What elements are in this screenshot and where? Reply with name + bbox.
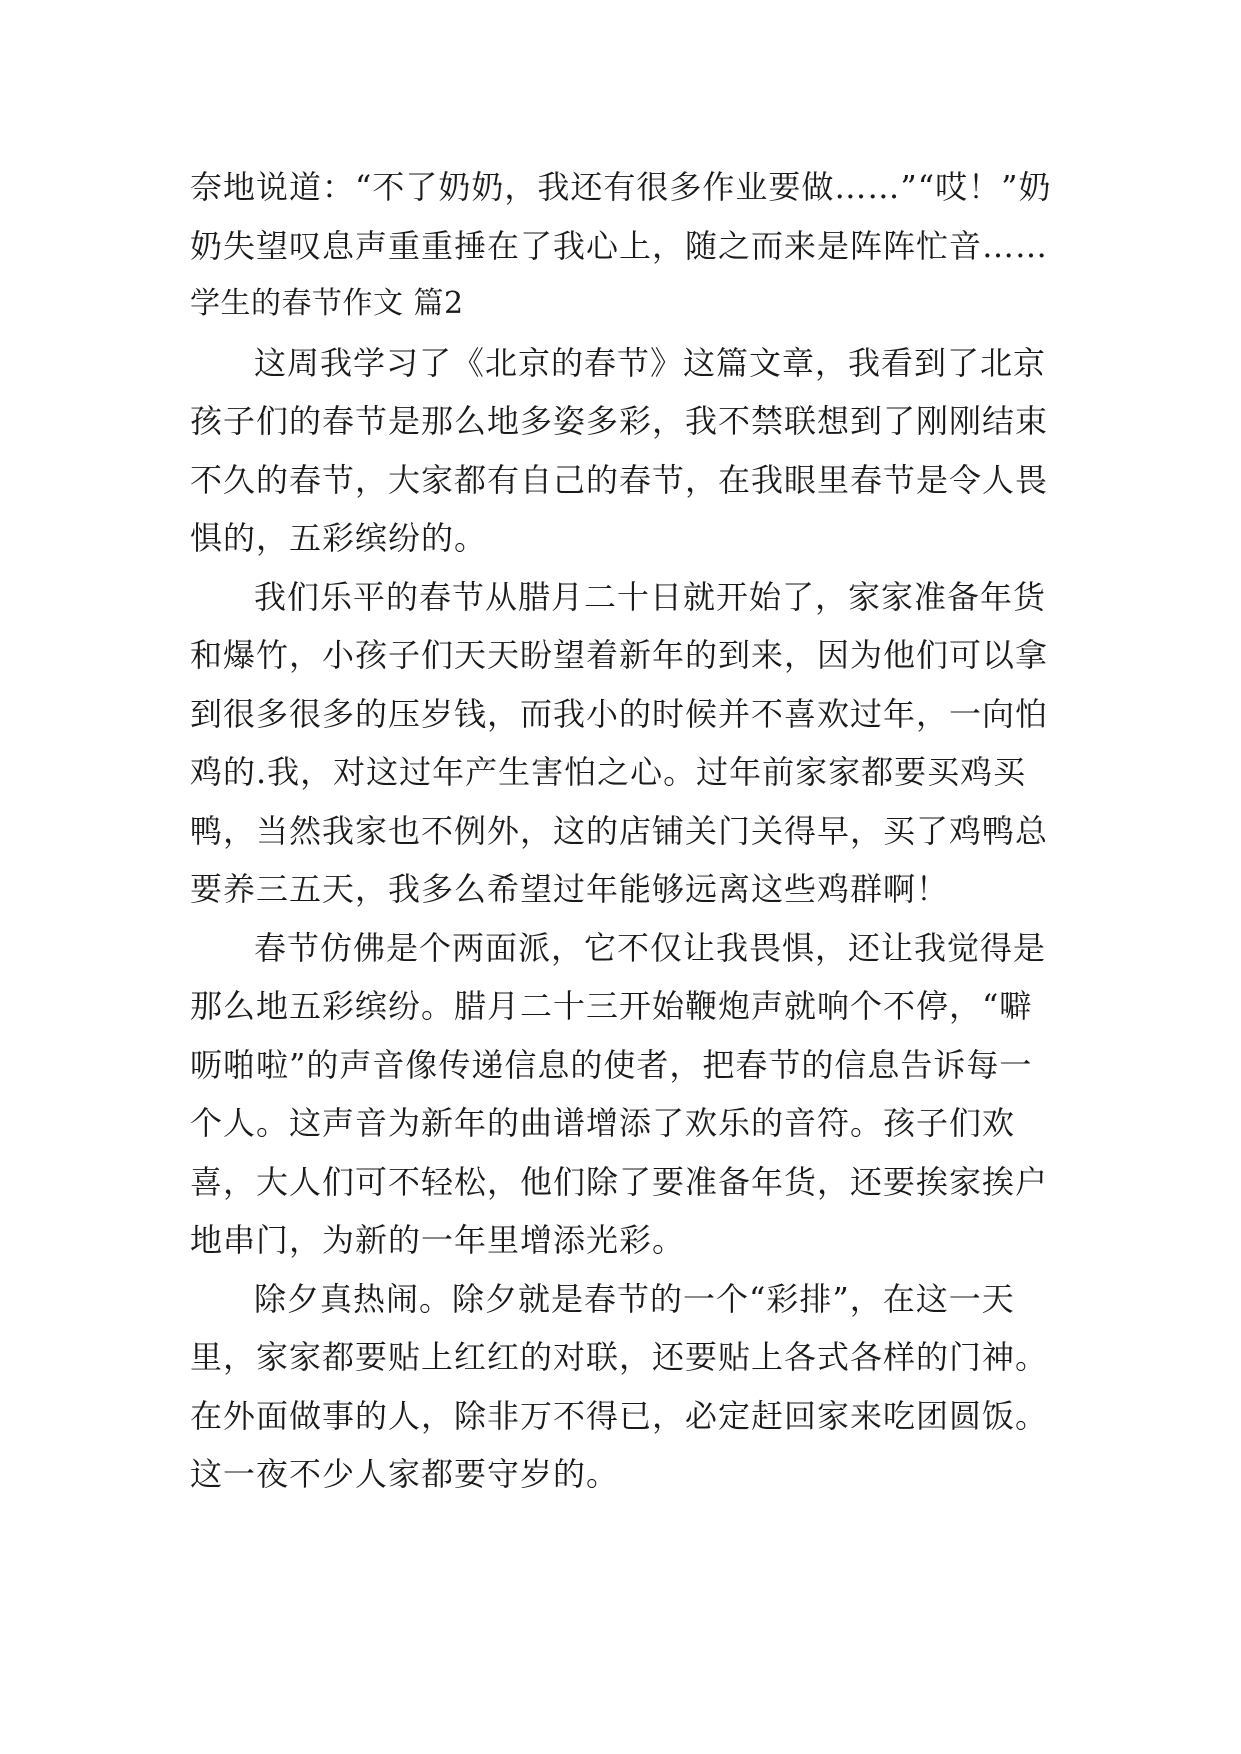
paragraph-1: 这周我学习了《北京的春节》这篇文章，我看到了北京孩子们的春节是那么地多姿多彩，我不禁联想到了刚刚结束不久的春节，大家都有自己的春节，在我眼里春节是令人畏惧的，五彩缤纷的。 (190, 343, 1049, 557)
paragraph-2: 我们乐平的春节从腊月二十日就开始了，家家准备年货和爆竹，小孩子们天天盼望着新年的到来，因为他们可以拿到很多很多的压岁钱，而我小的时候并不喜欢过年，一向怕鸡的.我，对这过年产生害怕之心。过年前家家都要买鸡买鸭，当然我家也不例外，这的店铺关门关得早，买了鸡鸭总要养三五天，我多么希望过年能够远离这些鸡群啊！ (190, 577, 1049, 908)
intro-paragraph: 奈地说道：“不了奶奶，我还有很多作业要做……”“哎！”奶奶失望叹息声重重捶在了我心上，随之而来是阵阵忙音…… (190, 168, 1052, 265)
paragraph-4: 除夕真热闹。除夕就是春节的一个“彩排”，在这一天里，家家都要贴上红红的对联，还要贴上各式各样的门神。在外面做事的人，除非万不得已，必定赶回家来吃团圆饭。这一夜不少人家都要守岁的。 (190, 1279, 1049, 1493)
section-title: 学生的春节作文 篇2 (190, 286, 464, 321)
paragraph-3: 春节仿佛是个两面派，它不仅让我畏惧，还让我觉得是那么地五彩缤纷。腊月二十三开始鞭炮声就响个不停，“噼呖啪啦”的声音像传递信息的使者，把春节的信息告诉每一个人。这声音为新年的曲谱增添了欢乐的音符。孩子们欢喜，大人们可不轻松，他们除了要准备年货，还要挨家挨户地串门，为新的一年里增添光彩。 (190, 928, 1049, 1259)
document-body (190, 158, 1060, 1504)
